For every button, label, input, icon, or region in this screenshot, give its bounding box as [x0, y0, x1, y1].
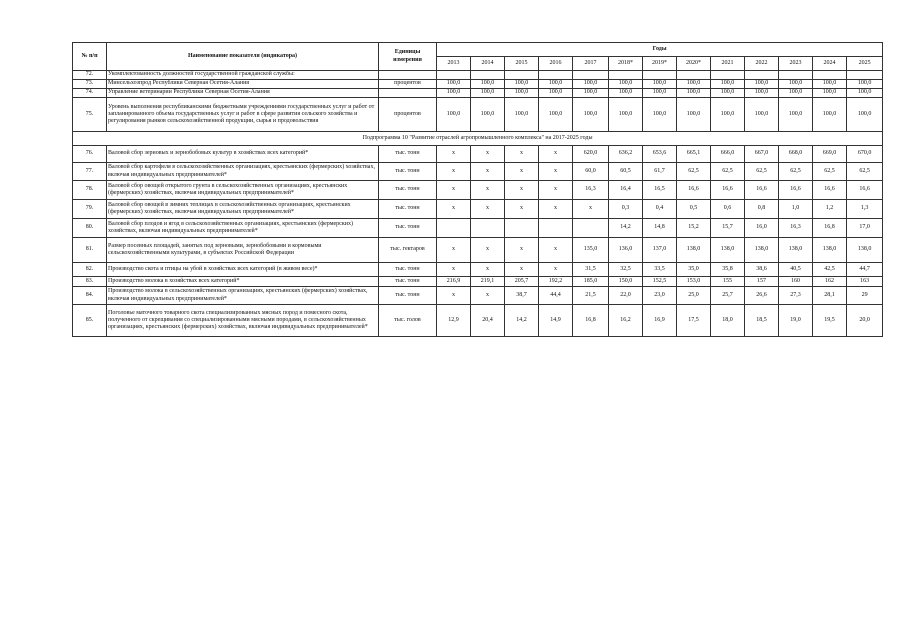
value-cell: 100,0 [573, 98, 609, 132]
value-cell: x [471, 287, 505, 305]
unit-cell: тыс. тонн [379, 200, 437, 219]
value-cell: 100,0 [505, 80, 539, 89]
header-year: 2016 [539, 57, 573, 71]
indicator-name: Уровень выполнения республиканскими бюджетными учреждениями государственных услуг и работ от запланированного объема государственных услуг и работ в сфере развития сельского хозяйства и регулирования рынков сельскохозяйственной продукции, сырья и продовольствия [107, 98, 379, 132]
value-cell: 1,3 [847, 200, 883, 219]
value-cell [539, 219, 573, 238]
value-cell: 44,4 [539, 287, 573, 305]
value-cell: 100,0 [711, 98, 745, 132]
value-cell: x [539, 181, 573, 200]
value-cell: 14,2 [609, 219, 643, 238]
value-cell: x [437, 146, 471, 163]
value-cell: x [471, 163, 505, 181]
value-cell [505, 71, 539, 80]
value-cell: 20,0 [847, 305, 883, 337]
table-row [73, 287, 883, 305]
value-cell: 21,5 [573, 287, 609, 305]
value-cell: 14,8 [643, 219, 677, 238]
value-cell: 668,0 [779, 146, 813, 163]
indicator-name: Валовой сбор плодов и ягод в сельскохозяйственных организациях, крестьянских (фермерских) хозяйствах, включая индивидуальных предпринимателей* [107, 219, 379, 238]
value-cell: 0,3 [609, 200, 643, 219]
value-cell: 100,0 [539, 89, 573, 98]
value-cell: 100,0 [779, 89, 813, 98]
table-row [73, 238, 883, 263]
value-cell: x [437, 163, 471, 181]
value-cell: 0,5 [677, 200, 711, 219]
value-cell: 60,5 [609, 163, 643, 181]
value-cell: 25,7 [711, 287, 745, 305]
row-number: 78. [73, 181, 107, 200]
row-number: 77. [73, 163, 107, 181]
table-row [73, 163, 883, 181]
value-cell: 32,5 [609, 263, 643, 277]
header-year: 2015 [505, 57, 539, 71]
value-cell: 138,0 [813, 238, 847, 263]
value-cell: 40,5 [779, 263, 813, 277]
value-cell: 16,8 [573, 305, 609, 337]
value-cell: x [505, 163, 539, 181]
value-cell: 100,0 [609, 98, 643, 132]
value-cell: x [437, 181, 471, 200]
value-cell: x [471, 238, 505, 263]
value-cell: 100,0 [573, 89, 609, 98]
value-cell: 100,0 [609, 89, 643, 98]
value-cell: 100,0 [745, 80, 779, 89]
row-number: 74. [73, 89, 107, 98]
value-cell [745, 71, 779, 80]
unit-cell: тыс. тонн [379, 287, 437, 305]
value-cell: 12,9 [437, 305, 471, 337]
value-cell: 16,6 [677, 181, 711, 200]
value-cell: 17,0 [847, 219, 883, 238]
value-cell: x [471, 181, 505, 200]
value-cell: 100,0 [437, 89, 471, 98]
value-cell: 100,0 [643, 89, 677, 98]
value-cell: x [471, 263, 505, 277]
value-cell: x [505, 181, 539, 200]
value-cell: 35,8 [711, 263, 745, 277]
indicators-table [72, 42, 883, 337]
value-cell: 15,2 [677, 219, 711, 238]
value-cell: 100,0 [471, 98, 505, 132]
value-cell [677, 71, 711, 80]
row-number: 79. [73, 200, 107, 219]
table-row [73, 219, 883, 238]
value-cell: 16,9 [643, 305, 677, 337]
table-row [73, 305, 883, 337]
indicator-name: Поголовье маточного товарного скота специализированных мясных пород и помесного скота, полученного от скрещивания со специализированными мясными породами, в сельскохозяйственных организациях, крестьянских (фермерских) хозяйствах, включая индивидуальных предпринимателей* [107, 305, 379, 337]
value-cell: x [505, 200, 539, 219]
value-cell: 17,5 [677, 305, 711, 337]
value-cell: 16,6 [745, 181, 779, 200]
value-cell: 19,0 [779, 305, 813, 337]
value-cell: x [471, 146, 505, 163]
value-cell: x [437, 200, 471, 219]
value-cell: 16,8 [813, 219, 847, 238]
value-cell: x [573, 200, 609, 219]
value-cell: 653,6 [643, 146, 677, 163]
unit-cell: тыс. тонн [379, 163, 437, 181]
row-number: 80. [73, 219, 107, 238]
value-cell: 100,0 [609, 80, 643, 89]
value-cell: 16,5 [643, 181, 677, 200]
value-cell: 38,6 [745, 263, 779, 277]
indicator-name: Укомплектованность должностей государственной гражданской службы: [107, 71, 379, 80]
value-cell: 23,0 [643, 287, 677, 305]
value-cell [847, 71, 883, 80]
value-cell: 16,6 [779, 181, 813, 200]
value-cell: x [437, 238, 471, 263]
value-cell: 44,7 [847, 263, 883, 277]
header-years-label: Годы [437, 43, 883, 57]
value-cell: x [539, 146, 573, 163]
value-cell: x [539, 200, 573, 219]
value-cell: 100,0 [813, 89, 847, 98]
value-cell: 62,5 [779, 163, 813, 181]
value-cell: 20,4 [471, 305, 505, 337]
row-number: 72. [73, 71, 107, 80]
value-cell: 138,0 [847, 238, 883, 263]
value-cell: 16,2 [609, 305, 643, 337]
value-cell: 669,0 [813, 146, 847, 163]
value-cell: 16,0 [745, 219, 779, 238]
unit-cell: тыс. голов [379, 305, 437, 337]
row-number: 84. [73, 287, 107, 305]
table-row [73, 80, 883, 89]
value-cell: 100,0 [539, 98, 573, 132]
value-cell: 62,5 [813, 163, 847, 181]
indicator-name: Производство молока в сельскохозяйственных организациях, крестьянских (фермерских) хозяйствах, включая индивидуальных предпринимателей* [107, 287, 379, 305]
row-number: 83. [73, 277, 107, 287]
value-cell: 620,0 [573, 146, 609, 163]
value-cell: 137,0 [643, 238, 677, 263]
value-cell [539, 71, 573, 80]
value-cell: x [539, 263, 573, 277]
value-cell: 14,2 [505, 305, 539, 337]
value-cell: 1,2 [813, 200, 847, 219]
value-cell [573, 71, 609, 80]
indicator-name: Валовой сбор овощей открытого грунта в сельскохозяйственных организациях, крестьянских (фермерских) хозяйствах, включая индивидуальных предпринимателей* [107, 181, 379, 200]
value-cell: 138,0 [677, 238, 711, 263]
value-cell: 667,0 [745, 146, 779, 163]
table-row [73, 98, 883, 132]
value-cell: 100,0 [505, 89, 539, 98]
value-cell: 16,3 [573, 181, 609, 200]
unit-cell: тыс. тонн [379, 181, 437, 200]
row-number: 85. [73, 305, 107, 337]
value-cell [471, 71, 505, 80]
value-cell: 26,6 [745, 287, 779, 305]
value-cell: 1,0 [779, 200, 813, 219]
indicator-name: Управление ветеринарии Республики Северная Осетия-Алания [107, 89, 379, 98]
indicator-name: Размер посевных площадей, занятых под зерновыми, зернобобовыми и кормовыми сельскохозяйственными культурами, в субъектах Российской Федерации [107, 238, 379, 263]
value-cell: 100,0 [643, 80, 677, 89]
value-cell [573, 219, 609, 238]
value-cell: 216,9 [437, 277, 471, 287]
value-cell: 162 [813, 277, 847, 287]
value-cell [471, 219, 505, 238]
value-cell: x [505, 263, 539, 277]
value-cell: 29 [847, 287, 883, 305]
value-cell: 185,0 [573, 277, 609, 287]
indicator-name: Производство скота и птицы на убой в хозяйствах всех категорий (в живом весе)* [107, 263, 379, 277]
value-cell: 100,0 [677, 89, 711, 98]
value-cell: 100,0 [745, 98, 779, 132]
value-cell: 100,0 [539, 80, 573, 89]
value-cell: 100,0 [745, 89, 779, 98]
value-cell: 138,0 [711, 238, 745, 263]
value-cell: 100,0 [813, 98, 847, 132]
subprogram-title: Подпрограмма 10 "Развитие отраслей агропромышленного комплекса" на 2017-2025 годы [73, 132, 883, 146]
row-number: 75. [73, 98, 107, 132]
header-year: 2020* [677, 57, 711, 71]
table-row [73, 200, 883, 219]
header-year: 2024 [813, 57, 847, 71]
value-cell: 100,0 [437, 80, 471, 89]
value-cell: 62,5 [745, 163, 779, 181]
value-cell: 42,5 [813, 263, 847, 277]
indicator-name: Минсельхозпрод Республики Северная Осетия-Алания [107, 80, 379, 89]
header-name: Наименование показателя (индикатора) [107, 43, 379, 71]
value-cell: 28,1 [813, 287, 847, 305]
unit-cell: процентов [379, 80, 437, 89]
header-year: 2023 [779, 57, 813, 71]
header-year: 2014 [471, 57, 505, 71]
value-cell: 62,5 [677, 163, 711, 181]
table-row [73, 263, 883, 277]
value-cell: 136,0 [609, 238, 643, 263]
indicator-name: Производство молока в хозяйствах всех категорий* [107, 277, 379, 287]
header-num: № п/п [73, 43, 107, 71]
table-row [73, 181, 883, 200]
indicator-name: Валовой сбор зерновых и зернобобовых культур в хозяйствах всех категорий* [107, 146, 379, 163]
value-cell [505, 219, 539, 238]
value-cell [643, 71, 677, 80]
value-cell: 18,5 [745, 305, 779, 337]
value-cell: 60,0 [573, 163, 609, 181]
row-number: 81. [73, 238, 107, 263]
value-cell: 19,5 [813, 305, 847, 337]
value-cell [779, 71, 813, 80]
row-number: 82. [73, 263, 107, 277]
value-cell: 0,8 [745, 200, 779, 219]
value-cell: 100,0 [711, 80, 745, 89]
value-cell: 666,0 [711, 146, 745, 163]
value-cell: 100,0 [677, 80, 711, 89]
value-cell [437, 219, 471, 238]
value-cell: 163 [847, 277, 883, 287]
header-year: 2013 [437, 57, 471, 71]
header-unit: Единицы измерения [379, 43, 437, 71]
value-cell: 16,6 [813, 181, 847, 200]
value-cell: 636,2 [609, 146, 643, 163]
value-cell: 219,1 [471, 277, 505, 287]
value-cell: 16,6 [847, 181, 883, 200]
value-cell: 153,0 [677, 277, 711, 287]
row-number: 76. [73, 146, 107, 163]
value-cell: 160 [779, 277, 813, 287]
value-cell: 100,0 [847, 98, 883, 132]
value-cell: 0,6 [711, 200, 745, 219]
header-year: 2019* [643, 57, 677, 71]
value-cell: 14,9 [539, 305, 573, 337]
value-cell: 152,5 [643, 277, 677, 287]
row-number: 73. [73, 80, 107, 89]
value-cell: 665,1 [677, 146, 711, 163]
value-cell: 62,5 [847, 163, 883, 181]
value-cell: 100,0 [677, 98, 711, 132]
value-cell: 38,7 [505, 287, 539, 305]
unit-cell [379, 89, 437, 98]
value-cell: 100,0 [437, 98, 471, 132]
value-cell: 670,0 [847, 146, 883, 163]
value-cell: x [539, 238, 573, 263]
value-cell: 33,5 [643, 263, 677, 277]
unit-cell [379, 71, 437, 80]
table-row [73, 277, 883, 287]
value-cell: 100,0 [471, 80, 505, 89]
value-cell: 15,7 [711, 219, 745, 238]
header-year: 2017 [573, 57, 609, 71]
value-cell: 100,0 [573, 80, 609, 89]
value-cell: 150,0 [609, 277, 643, 287]
value-cell: x [505, 238, 539, 263]
value-cell: 100,0 [505, 98, 539, 132]
value-cell: x [539, 163, 573, 181]
value-cell: 138,0 [779, 238, 813, 263]
unit-cell: тыс. тонн [379, 263, 437, 277]
value-cell: 22,0 [609, 287, 643, 305]
value-cell: 100,0 [779, 98, 813, 132]
value-cell: 100,0 [813, 80, 847, 89]
value-cell: 157 [745, 277, 779, 287]
value-cell: 100,0 [711, 89, 745, 98]
indicator-name: Валовой сбор овощей в зимних теплицах в сельскохозяйственных организациях, крестьянских (фермерских) хозяйствах, включая индивидуальных предпринимателей* [107, 200, 379, 219]
table-row [73, 89, 883, 98]
value-cell: 192,2 [539, 277, 573, 287]
value-cell [437, 71, 471, 80]
value-cell: 100,0 [471, 89, 505, 98]
table-row [73, 71, 883, 80]
value-cell: 31,5 [573, 263, 609, 277]
value-cell [609, 71, 643, 80]
value-cell: 16,3 [779, 219, 813, 238]
indicator-table-page [72, 42, 872, 337]
value-cell: 35,0 [677, 263, 711, 277]
header-year: 2025 [847, 57, 883, 71]
value-cell: 27,3 [779, 287, 813, 305]
header-year: 2018* [609, 57, 643, 71]
unit-cell: тыс. тонн [379, 277, 437, 287]
value-cell [813, 71, 847, 80]
value-cell: 18,0 [711, 305, 745, 337]
value-cell: 25,0 [677, 287, 711, 305]
value-cell: 100,0 [847, 80, 883, 89]
value-cell: 61,7 [643, 163, 677, 181]
value-cell: 155 [711, 277, 745, 287]
header-year: 2022 [745, 57, 779, 71]
unit-cell: процентов [379, 98, 437, 132]
value-cell: 16,4 [609, 181, 643, 200]
value-cell: 100,0 [847, 89, 883, 98]
value-cell: 100,0 [643, 98, 677, 132]
unit-cell: тыс. тонн [379, 146, 437, 163]
value-cell: 205,7 [505, 277, 539, 287]
value-cell [711, 71, 745, 80]
value-cell: x [505, 146, 539, 163]
value-cell: 138,0 [745, 238, 779, 263]
value-cell: 0,4 [643, 200, 677, 219]
header-year: 2021 [711, 57, 745, 71]
value-cell: x [437, 263, 471, 277]
value-cell: 62,5 [711, 163, 745, 181]
table-row [73, 146, 883, 163]
value-cell: 135,0 [573, 238, 609, 263]
unit-cell: тыс. гектаров [379, 238, 437, 263]
value-cell: x [437, 287, 471, 305]
value-cell: x [471, 200, 505, 219]
indicator-name: Валовой сбор картофеля в сельскохозяйственных организациях, крестьянских (фермерских) хозяйствах, включая индивидуальных предпринимателей* [107, 163, 379, 181]
value-cell: 16,6 [711, 181, 745, 200]
unit-cell: тыс. тонн [379, 219, 437, 238]
value-cell: 100,0 [779, 80, 813, 89]
